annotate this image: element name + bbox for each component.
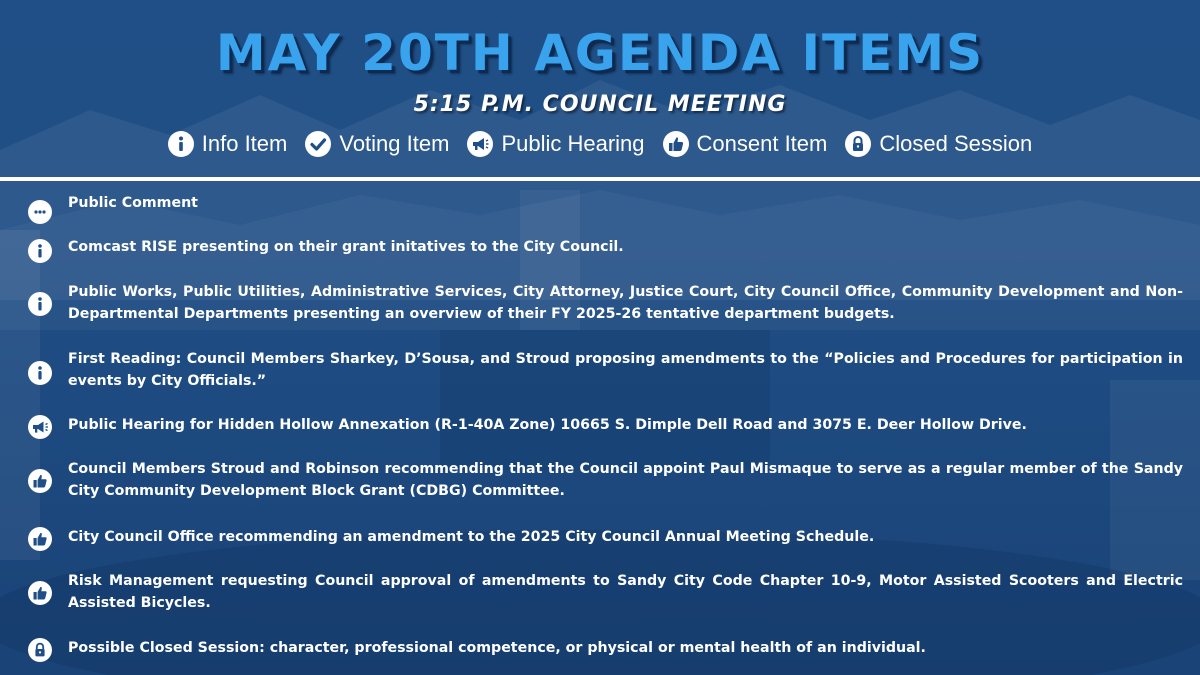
agenda-item-text: Public Hearing for Hidden Hollow Annexation (R-1-40A Zone) 10665 S. Dimple Dell Road and 3075 E. Deer Hollow Drive.: [68, 417, 1027, 433]
legend-item-hearing: [467, 131, 644, 157]
legend-item-closed: [845, 131, 1032, 157]
check-icon: [305, 131, 331, 157]
legend-label: Closed Session: [879, 131, 1033, 156]
page-subtitle: 5:15 P.M. COUNCIL MEETING: [413, 92, 787, 117]
agenda-item-text: Public Works, Public Utilities, Administrative Services, City Attorney, Justice Court, City Council Office, Community Development and Non-Departmental Departments presenting an overview of their FY 2025-26 tentative department budgets.: [68, 284, 1183, 322]
legend-label: Public Hearing: [501, 131, 645, 156]
header: [0, 0, 1200, 178]
page-title: MAY 20TH AGENDA ITEMS: [215, 24, 985, 82]
header-divider: [0, 177, 1200, 181]
agenda-item-text: Council Members Stroud and Robinson recommending that the Council appoint Paul Mismaque to serve as a regular member of the Sandy City Community Development Block Grant (CDBG) Committee.: [68, 461, 1183, 499]
lock-icon: [845, 131, 871, 157]
agenda-item-text: First Reading: Council Members Sharkey, D’Sousa, and Stroud proposing amendments to the “Policies and Procedures for participation in events by City Officials.”: [68, 351, 1183, 389]
info-icon: [28, 239, 52, 263]
thumbs-up-icon: [28, 527, 52, 551]
agenda-item-text: City Council Office recommending an amendment to the 2025 City Council Annual Meeting Schedule.: [68, 529, 875, 545]
agenda-item-text: Risk Management requesting Council approval of amendments to Sandy City Code Chapter 10-9, Motor Assisted Scooters and Electric Assisted Bicycles.: [68, 573, 1183, 611]
legend-label: Voting Item: [339, 131, 450, 156]
info-icon: [28, 292, 52, 316]
thumbs-up-icon: [28, 469, 52, 493]
agenda-item-text: Possible Closed Session: character, professional competence, or physical or mental health of an individual.: [68, 640, 926, 656]
legend-item-consent: [663, 131, 828, 157]
legend-item-info: [168, 131, 288, 157]
legend-item-voting: [305, 131, 449, 157]
speech-bubble-icon: [28, 200, 52, 224]
thumbs-up-icon: [28, 581, 52, 605]
lock-icon: [28, 638, 52, 662]
legend-label: Info Item: [201, 131, 288, 156]
info-icon: [168, 131, 194, 157]
legend: [0, 131, 1200, 157]
thumbs-up-icon: [663, 131, 689, 157]
megaphone-icon: [467, 131, 493, 157]
megaphone-icon: [28, 415, 52, 439]
agenda-item-text: Public Comment: [68, 195, 198, 211]
agenda-item-text: Comcast RISE presenting on their grant initatives to the City Council.: [68, 239, 624, 255]
legend-label: Consent Item: [696, 131, 828, 156]
info-icon: [28, 361, 52, 385]
